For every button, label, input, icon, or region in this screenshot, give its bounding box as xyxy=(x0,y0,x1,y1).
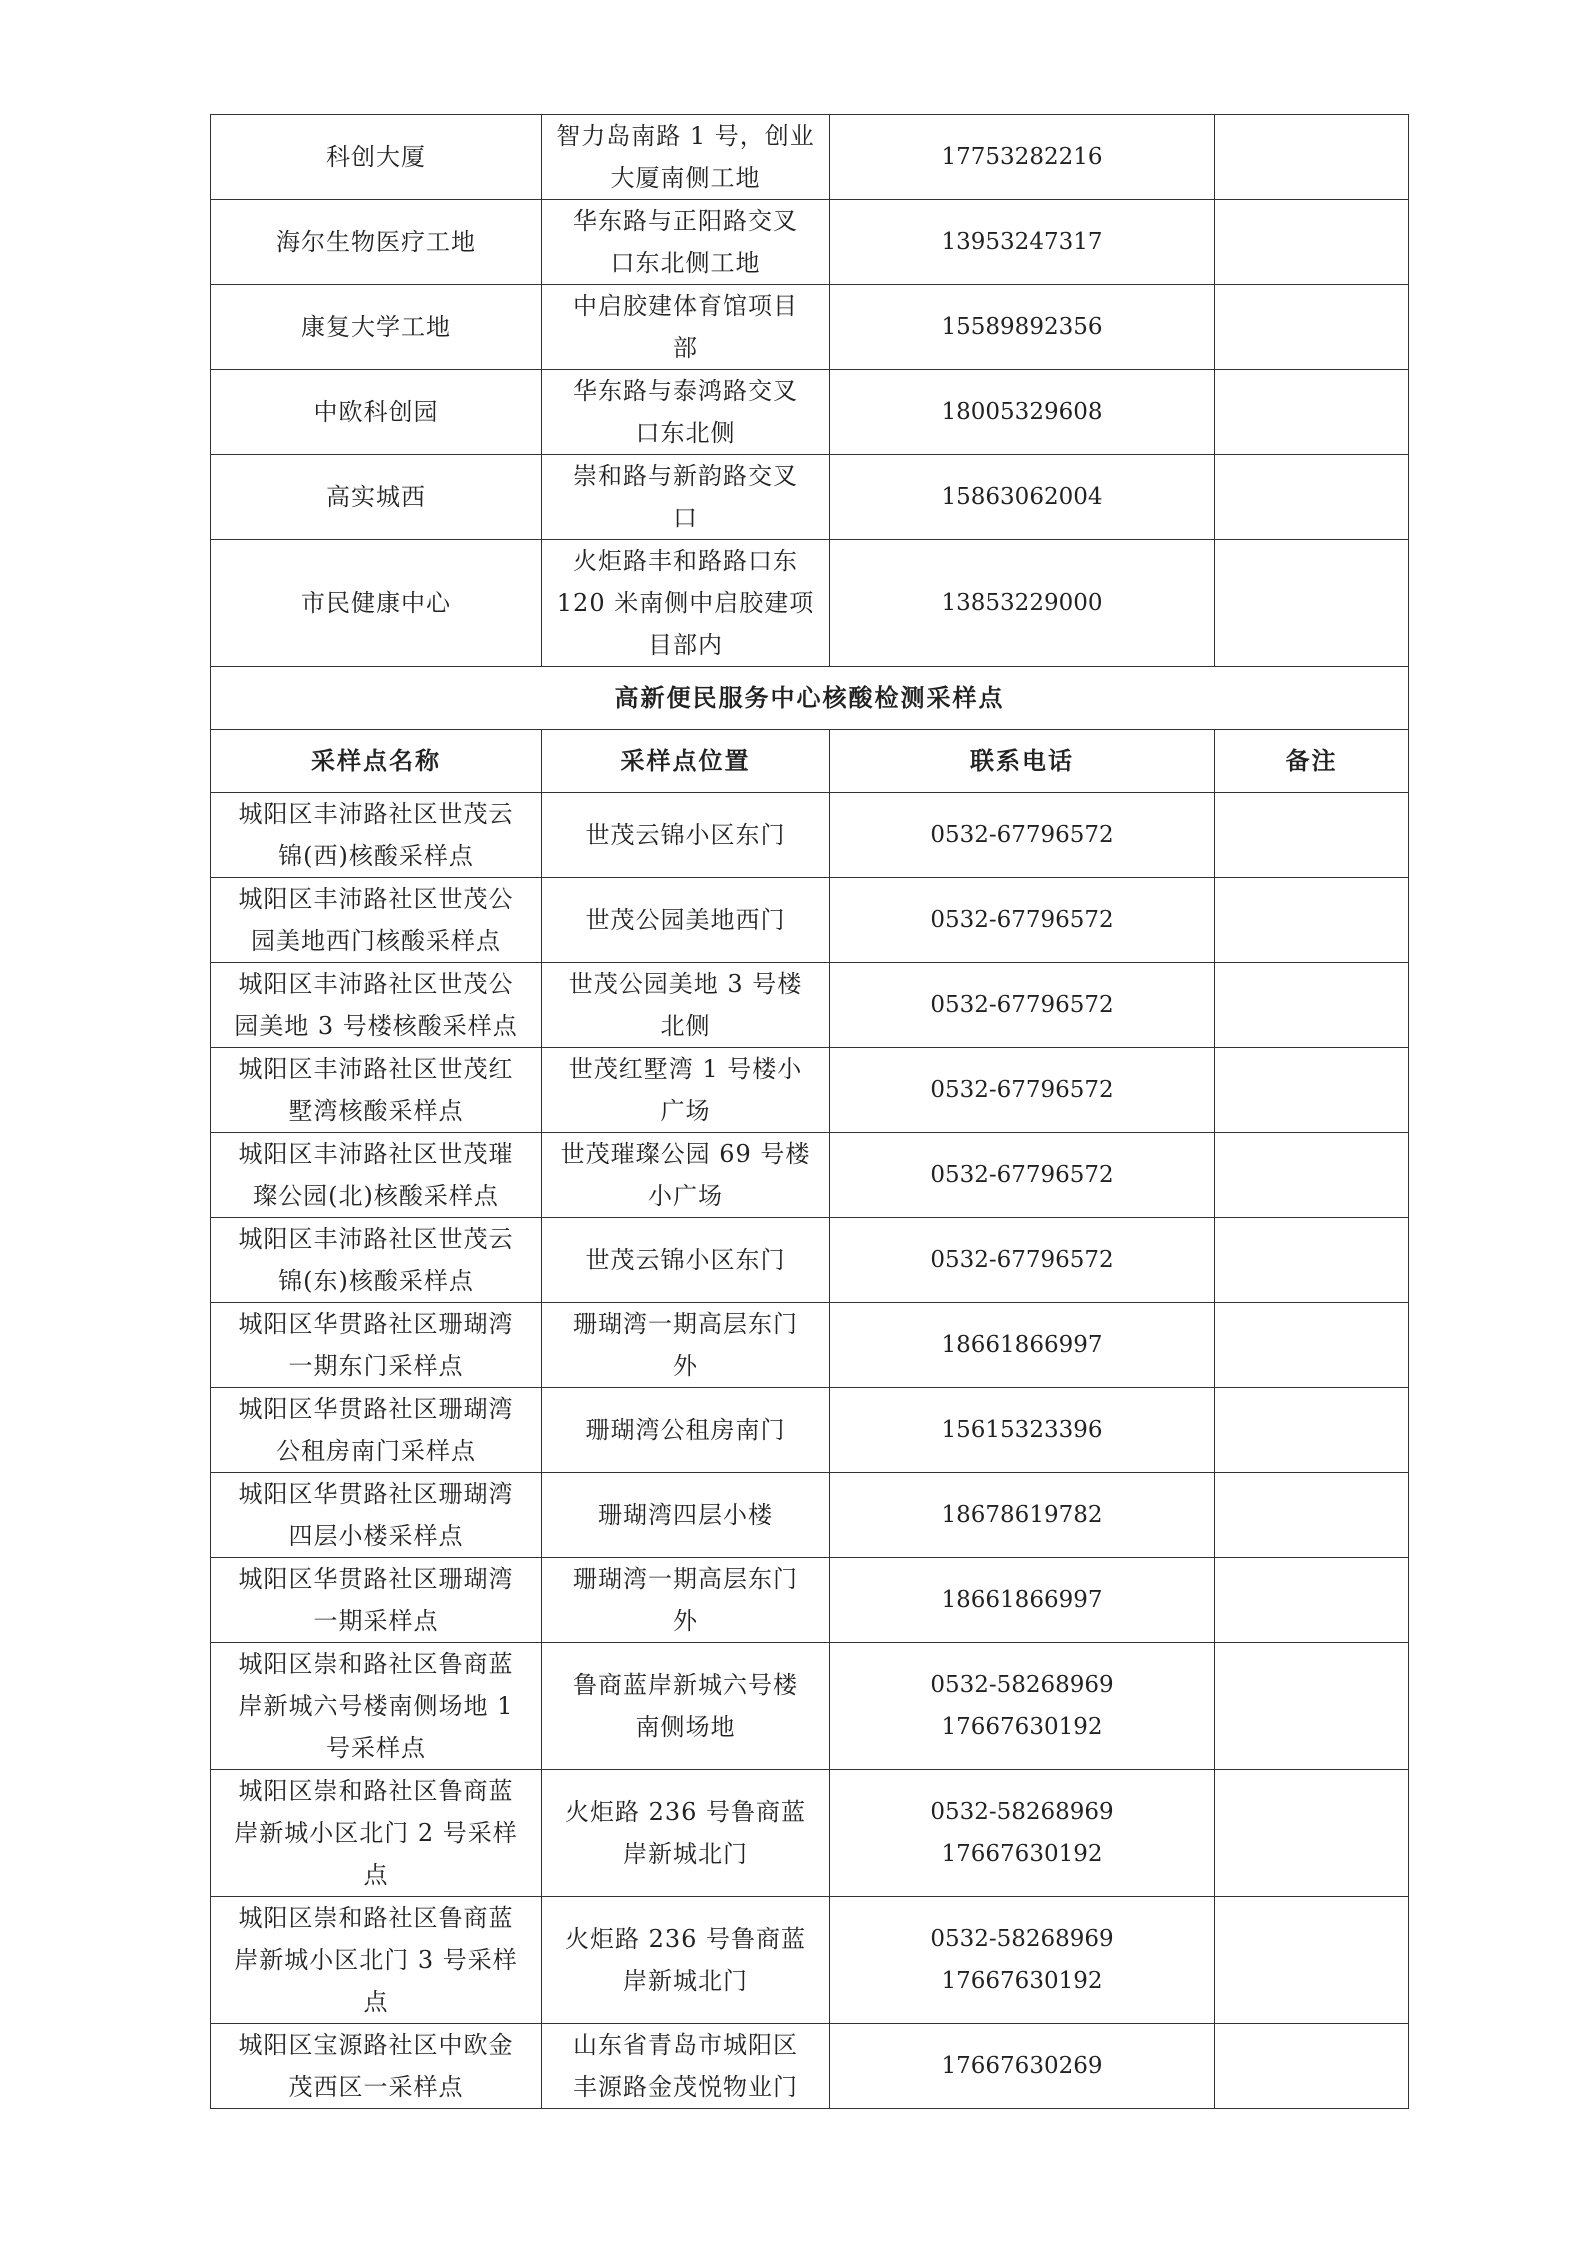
cell-remark xyxy=(1215,1770,1409,1897)
cell-phone-line: 0532-67796572 xyxy=(930,822,1114,848)
cell-location-line: 世茂公园美地西门 xyxy=(585,906,786,934)
cell-location-line: 南侧场地 xyxy=(635,1713,736,1741)
cell-phone xyxy=(830,1897,1215,2024)
table-row xyxy=(211,1473,1409,1558)
cell-location-line: 珊瑚湾四层小楼 xyxy=(598,1501,773,1529)
cell-remark xyxy=(1215,1643,1409,1770)
cell-remark xyxy=(1215,793,1409,878)
cell-location-line: 鲁商蓝岸新城六号楼 xyxy=(573,1671,798,1699)
table-top-body xyxy=(211,115,1409,667)
cell-location-line: 岸新城北门 xyxy=(623,1967,748,1995)
table-row xyxy=(211,1218,1409,1303)
cell-location-line: 世茂红墅湾 1 号楼小 xyxy=(568,1055,803,1083)
cell-phone-line: 17667630192 xyxy=(941,1841,1103,1867)
cell-name-line: 公租房南门采样点 xyxy=(276,1437,476,1465)
table-row xyxy=(211,793,1409,878)
cell-location xyxy=(542,963,830,1048)
cell-location xyxy=(542,1133,830,1218)
cell-name-line: 锦(西)核酸采样点 xyxy=(278,842,474,870)
cell-location-line: 世茂云锦小区东门 xyxy=(585,1246,786,1274)
cell-name-line: 城阳区丰沛路社区世茂红 xyxy=(238,1055,514,1083)
cell-phone xyxy=(830,1303,1215,1388)
section-header xyxy=(211,667,1409,793)
cell-phone-line: 15863062004 xyxy=(941,484,1103,510)
cell-location-line: 华东路与泰鸿路交叉 xyxy=(573,377,798,405)
cell-location-line: 珊瑚湾公租房南门 xyxy=(585,1416,786,1444)
cell-phone xyxy=(830,1133,1215,1218)
cell-phone-line: 0532-58268969 xyxy=(930,1799,1114,1825)
cell-remark xyxy=(1215,1218,1409,1303)
cell-phone-line: 18005329608 xyxy=(941,399,1103,425)
cell-name-line: 岸新城六号楼南侧场地 1 xyxy=(238,1692,514,1720)
cell-name xyxy=(211,963,542,1048)
cell-location-line: 目部内 xyxy=(648,631,723,659)
cell-name-line: 锦(东)核酸采样点 xyxy=(278,1267,474,1295)
cell-name-line: 城阳区华贯路社区珊瑚湾 xyxy=(238,1565,514,1593)
cell-remark xyxy=(1215,1133,1409,1218)
cell-phone xyxy=(830,1770,1215,1897)
cell-name xyxy=(211,1388,542,1473)
cell-name xyxy=(211,1048,542,1133)
cell-phone xyxy=(830,1473,1215,1558)
cell-location-line: 中启胶建体育馆项目 xyxy=(573,292,798,320)
table-row xyxy=(211,115,1409,200)
cell-name-line: 城阳区丰沛路社区世茂公 xyxy=(238,885,514,913)
cell-phone xyxy=(830,540,1215,667)
cell-location-line: 火炬路 236 号鲁商蓝 xyxy=(564,1798,807,1826)
cell-location xyxy=(542,200,830,285)
cell-name-line: 一期东门采样点 xyxy=(288,1352,464,1380)
cell-phone-line: 13953247317 xyxy=(941,229,1103,255)
table-row xyxy=(211,1303,1409,1388)
cell-location xyxy=(542,2024,830,2109)
cell-phone-line: 0532-58268969 xyxy=(930,1672,1114,1698)
cell-name: 康复大学工地 xyxy=(211,285,542,370)
cell-remark xyxy=(1215,1048,1409,1133)
cell-phone-line: 17667630269 xyxy=(941,2053,1103,2079)
cell-name-line: 城阳区丰沛路社区世茂公 xyxy=(238,970,514,998)
cell-location xyxy=(542,1473,830,1558)
cell-name-line: 城阳区华贯路社区珊瑚湾 xyxy=(238,1395,514,1423)
cell-location xyxy=(542,793,830,878)
cell-phone xyxy=(830,793,1215,878)
cell-name xyxy=(211,1218,542,1303)
cell-phone xyxy=(830,878,1215,963)
cell-location-line: 小广场 xyxy=(648,1182,723,1210)
cell-name-line: 四层小楼采样点 xyxy=(288,1522,464,1550)
cell-location xyxy=(542,1770,830,1897)
cell-name xyxy=(211,1558,542,1643)
cell-location-line: 火炬路 236 号鲁商蓝 xyxy=(564,1925,807,1953)
cell-location xyxy=(542,1218,830,1303)
cell-location-line: 世茂璀璨公园 69 号楼 xyxy=(560,1140,811,1168)
cell-name xyxy=(211,1133,542,1218)
cell-location xyxy=(542,1303,830,1388)
cell-location xyxy=(542,1048,830,1133)
cell-name-line: 园美地 3 号楼核酸采样点 xyxy=(234,1012,518,1040)
cell-name-line: 岸新城小区北门 3 号采样 xyxy=(234,1946,518,1974)
cell-location xyxy=(542,285,830,370)
cell-remark xyxy=(1215,1303,1409,1388)
cell-name-line: 号采样点 xyxy=(326,1734,426,1762)
cell-phone xyxy=(830,285,1215,370)
cell-name: 海尔生物医疗工地 xyxy=(211,200,542,285)
cell-location-line: 珊瑚湾一期高层东门 xyxy=(573,1565,798,1593)
cell-phone xyxy=(830,1643,1215,1770)
cell-name-line: 点 xyxy=(363,1988,389,2016)
document-page xyxy=(210,114,1408,2109)
cell-name-line: 茂西区一采样点 xyxy=(288,2073,464,2101)
table-row xyxy=(211,1643,1409,1770)
cell-location xyxy=(542,1897,830,2024)
cell-phone-line: 0532-67796572 xyxy=(930,1162,1114,1188)
cell-phone-line: 0532-67796572 xyxy=(930,1077,1114,1103)
column-header-location: 采样点位置 xyxy=(542,730,830,793)
cell-name xyxy=(211,2024,542,2109)
cell-remark xyxy=(1215,2024,1409,2109)
table-row xyxy=(211,963,1409,1048)
cell-location xyxy=(542,1388,830,1473)
cell-name-line: 城阳区丰沛路社区世茂云 xyxy=(238,1225,514,1253)
cell-phone xyxy=(830,1558,1215,1643)
cell-remark xyxy=(1215,370,1409,455)
cell-phone-line: 0532-67796572 xyxy=(930,1247,1114,1273)
cell-name: 高实城西 xyxy=(211,455,542,540)
cell-name-line: 城阳区华贯路社区珊瑚湾 xyxy=(238,1310,514,1338)
cell-location-line: 山东省青岛市城阳区 xyxy=(573,2031,798,2059)
table-row xyxy=(211,1770,1409,1897)
cell-location-line: 世茂公园美地 3 号楼 xyxy=(568,970,803,998)
cell-location-line: 火炬路丰和路路口东 xyxy=(573,547,798,575)
cell-phone xyxy=(830,370,1215,455)
cell-location-line: 智力岛南路 1 号，创业 xyxy=(556,122,815,150)
table-row xyxy=(211,540,1409,667)
cell-name-line: 城阳区宝源路社区中欧金 xyxy=(238,2031,514,2059)
cell-name-line: 墅湾核酸采样点 xyxy=(288,1097,464,1125)
cell-phone-line: 0532-67796572 xyxy=(930,992,1114,1018)
cell-location-line: 世茂云锦小区东门 xyxy=(585,821,786,849)
table-row xyxy=(211,370,1409,455)
table-bottom-body xyxy=(211,793,1409,2109)
cell-location-line: 广场 xyxy=(660,1097,711,1125)
cell-phone-line: 17753282216 xyxy=(941,144,1103,170)
column-header-name: 采样点名称 xyxy=(211,730,542,793)
cell-name xyxy=(211,793,542,878)
table-row xyxy=(211,200,1409,285)
table-row xyxy=(211,2024,1409,2109)
table-row xyxy=(211,455,1409,540)
cell-location-line: 岸新城北门 xyxy=(623,1840,748,1868)
cell-phone xyxy=(830,1388,1215,1473)
cell-location xyxy=(542,540,830,667)
cell-remark xyxy=(1215,1473,1409,1558)
cell-name-line: 城阳区崇和路社区鲁商蓝 xyxy=(238,1650,514,1678)
cell-remark xyxy=(1215,285,1409,370)
cell-phone-line: 13853229000 xyxy=(941,590,1103,616)
cell-name-line: 璨公园(北)核酸采样点 xyxy=(253,1182,499,1210)
cell-phone-line: 17667630192 xyxy=(941,1714,1103,1740)
cell-remark xyxy=(1215,115,1409,200)
cell-name xyxy=(211,1643,542,1770)
cell-phone xyxy=(830,963,1215,1048)
cell-name xyxy=(211,1770,542,1897)
cell-location xyxy=(542,115,830,200)
cell-location-line: 外 xyxy=(673,1352,698,1380)
cell-name: 科创大厦 xyxy=(211,115,542,200)
cell-location-line: 丰源路金茂悦物业门 xyxy=(573,2073,798,2101)
cell-phone xyxy=(830,200,1215,285)
column-header-phone: 联系电话 xyxy=(830,730,1215,793)
cell-phone xyxy=(830,1218,1215,1303)
cell-name-line: 城阳区崇和路社区鲁商蓝 xyxy=(238,1777,514,1805)
section-title: 高新便民服务中心核酸检测采样点 xyxy=(211,667,1409,730)
cell-phone xyxy=(830,455,1215,540)
cell-phone-line: 18678619782 xyxy=(941,1502,1103,1528)
cell-location-line: 外 xyxy=(673,1607,698,1635)
cell-name: 中欧科创园 xyxy=(211,370,542,455)
cell-remark xyxy=(1215,200,1409,285)
cell-phone-line: 17667630192 xyxy=(941,1968,1103,1994)
cell-remark xyxy=(1215,1897,1409,2024)
cell-phone xyxy=(830,1048,1215,1133)
cell-location-line: 华东路与正阳路交叉 xyxy=(573,207,798,235)
cell-name-line: 城阳区丰沛路社区世茂云 xyxy=(238,800,514,828)
cell-name xyxy=(211,1473,542,1558)
cell-phone-line: 15615323396 xyxy=(941,1417,1103,1443)
cell-location xyxy=(542,1643,830,1770)
cell-name-line: 点 xyxy=(363,1861,389,1889)
cell-remark xyxy=(1215,455,1409,540)
cell-phone-line: 15589892356 xyxy=(941,314,1103,340)
table-row xyxy=(211,1558,1409,1643)
cell-name-line: 岸新城小区北门 2 号采样 xyxy=(234,1819,518,1847)
cell-phone-line: 18661866997 xyxy=(941,1332,1103,1358)
cell-location xyxy=(542,1558,830,1643)
cell-location-line: 部 xyxy=(673,334,698,362)
cell-phone xyxy=(830,2024,1215,2109)
table-row xyxy=(211,285,1409,370)
cell-location xyxy=(542,370,830,455)
cell-location-line: 北侧 xyxy=(660,1012,711,1040)
cell-location-line: 崇和路与新韵路交叉 xyxy=(573,462,798,490)
cell-remark xyxy=(1215,540,1409,667)
cell-remark xyxy=(1215,1388,1409,1473)
cell-name xyxy=(211,878,542,963)
table-row xyxy=(211,1048,1409,1133)
cell-location-line: 口东北侧 xyxy=(635,419,736,447)
cell-remark xyxy=(1215,878,1409,963)
sampling-points-table xyxy=(210,114,1409,2109)
cell-name-line: 园美地西门核酸采样点 xyxy=(251,927,501,955)
cell-name: 市民健康中心 xyxy=(211,540,542,667)
cell-name xyxy=(211,1303,542,1388)
cell-location-line: 珊瑚湾一期高层东门 xyxy=(573,1310,798,1338)
cell-name xyxy=(211,1897,542,2024)
cell-name-line: 一期采样点 xyxy=(313,1607,439,1635)
table-row xyxy=(211,878,1409,963)
cell-remark xyxy=(1215,963,1409,1048)
cell-phone xyxy=(830,115,1215,200)
cell-location xyxy=(542,455,830,540)
table-row xyxy=(211,1388,1409,1473)
cell-location-line: 大厦南侧工地 xyxy=(610,164,761,192)
table-row xyxy=(211,1897,1409,2024)
cell-location-line: 口东北侧工地 xyxy=(610,249,761,277)
cell-location xyxy=(542,878,830,963)
cell-phone-line: 0532-58268969 xyxy=(930,1926,1114,1952)
cell-name-line: 城阳区丰沛路社区世茂璀 xyxy=(238,1140,514,1168)
cell-name-line: 城阳区华贯路社区珊瑚湾 xyxy=(238,1480,514,1508)
cell-name-line: 城阳区崇和路社区鲁商蓝 xyxy=(238,1904,514,1932)
cell-location-line: 120 米南侧中启胶建项 xyxy=(556,589,815,617)
cell-location-line: 口 xyxy=(673,504,698,532)
table-row xyxy=(211,1133,1409,1218)
column-header-remark: 备注 xyxy=(1215,730,1409,793)
cell-phone-line: 18661866997 xyxy=(941,1587,1103,1613)
cell-phone-line: 0532-67796572 xyxy=(930,907,1114,933)
cell-remark xyxy=(1215,1558,1409,1643)
